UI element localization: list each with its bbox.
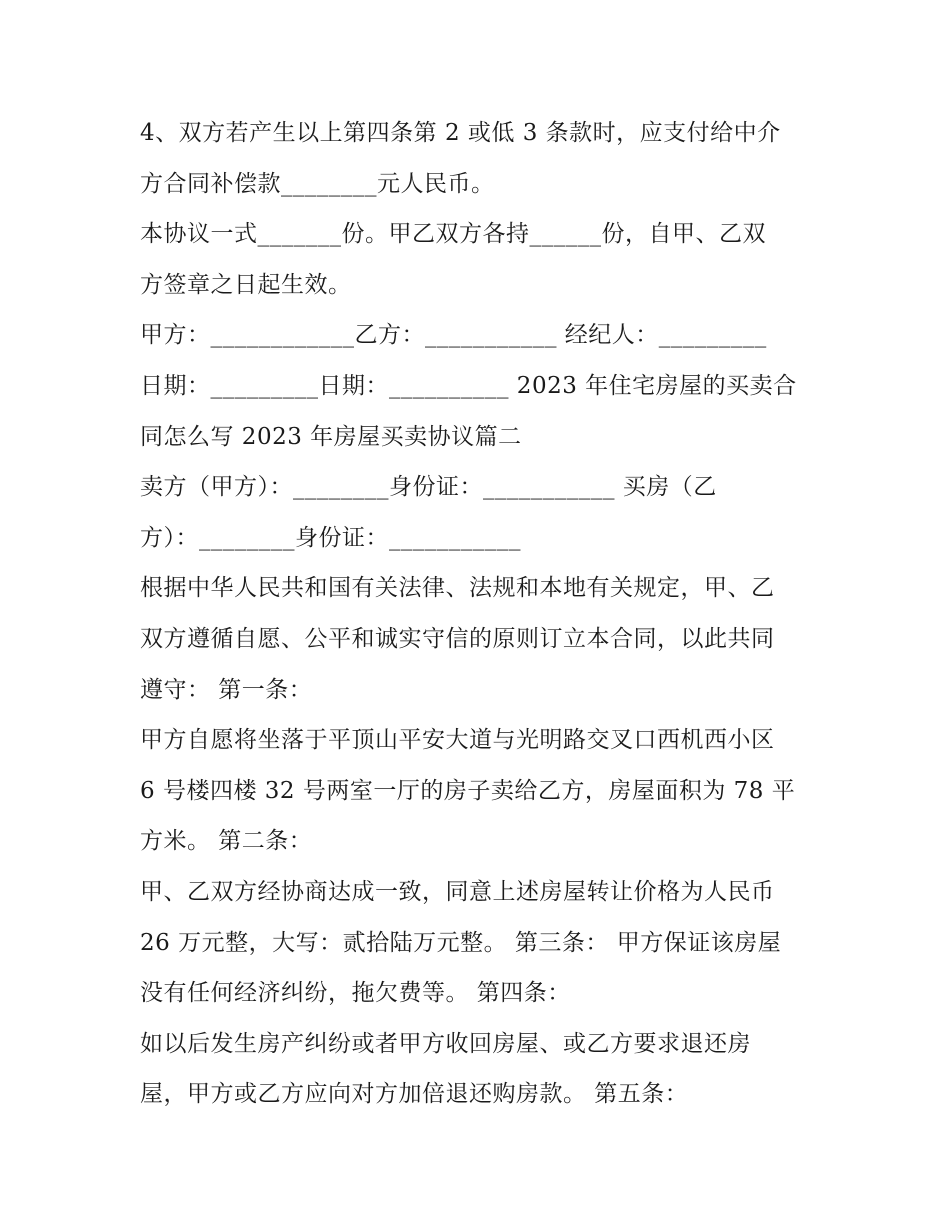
text-line: 26 万元整，大写：贰拾陆万元整。 第三条： 甲方保证该房屋 xyxy=(140,929,782,956)
text-line: 没有任何经济纠纷，拖欠费等。 第四条： xyxy=(140,980,571,1007)
text-line: 6 号楼四楼 32 号两室一厅的房子卖给乙方，房屋面积为 78 平 xyxy=(140,777,796,804)
text-line: 遵守： 第一条： xyxy=(140,676,313,703)
text-line: 双方遵循自愿、公平和诚实守信的原则订立本合同，以此共同 xyxy=(140,625,775,652)
text-line: 如以后发生房产纠纷或者甲方收回房屋、或乙方要求退还房 xyxy=(140,1030,751,1057)
text-line: 甲方：____________乙方：___________ 经纪人：_________ xyxy=(140,322,767,349)
text-line: 日期：_________日期：__________ 2023 年住宅房屋的买卖合 xyxy=(140,372,797,399)
document-body xyxy=(140,108,820,1120)
text-line: 方合同补偿款________元人民币。 xyxy=(140,170,495,197)
text-line: 屋，甲方或乙方应向对方加倍退还购房款。 第五条： xyxy=(140,1081,689,1108)
text-line: 方米。 第二条： xyxy=(140,828,313,855)
text-line: 本协议一式_______份。甲乙双方各持______份，自甲、乙双 xyxy=(140,221,766,248)
text-line: 根据中华人民共和国有关法律、法规和本地有关规定，甲、乙 xyxy=(140,575,775,602)
text-line: 同怎么写 2023 年房屋买卖协议篇二 xyxy=(140,423,522,450)
text-line: 卖方（甲方）：________身份证：___________ 买房（乙 xyxy=(140,474,717,501)
text-line: 方签章之日起生效。 xyxy=(140,271,352,298)
text-line: 甲、乙双方经协商达成一致，同意上述房屋转让价格为人民币 xyxy=(140,878,775,905)
text-line: 甲方自愿将坐落于平顶山平安大道与光明路交叉口西机西小区 xyxy=(140,727,775,754)
text-line: 4、双方若产生以上第四条第 2 或低 3 条款时，应支付给中介 xyxy=(140,120,781,146)
text-line: 方）：________身份证：___________ xyxy=(140,524,521,551)
